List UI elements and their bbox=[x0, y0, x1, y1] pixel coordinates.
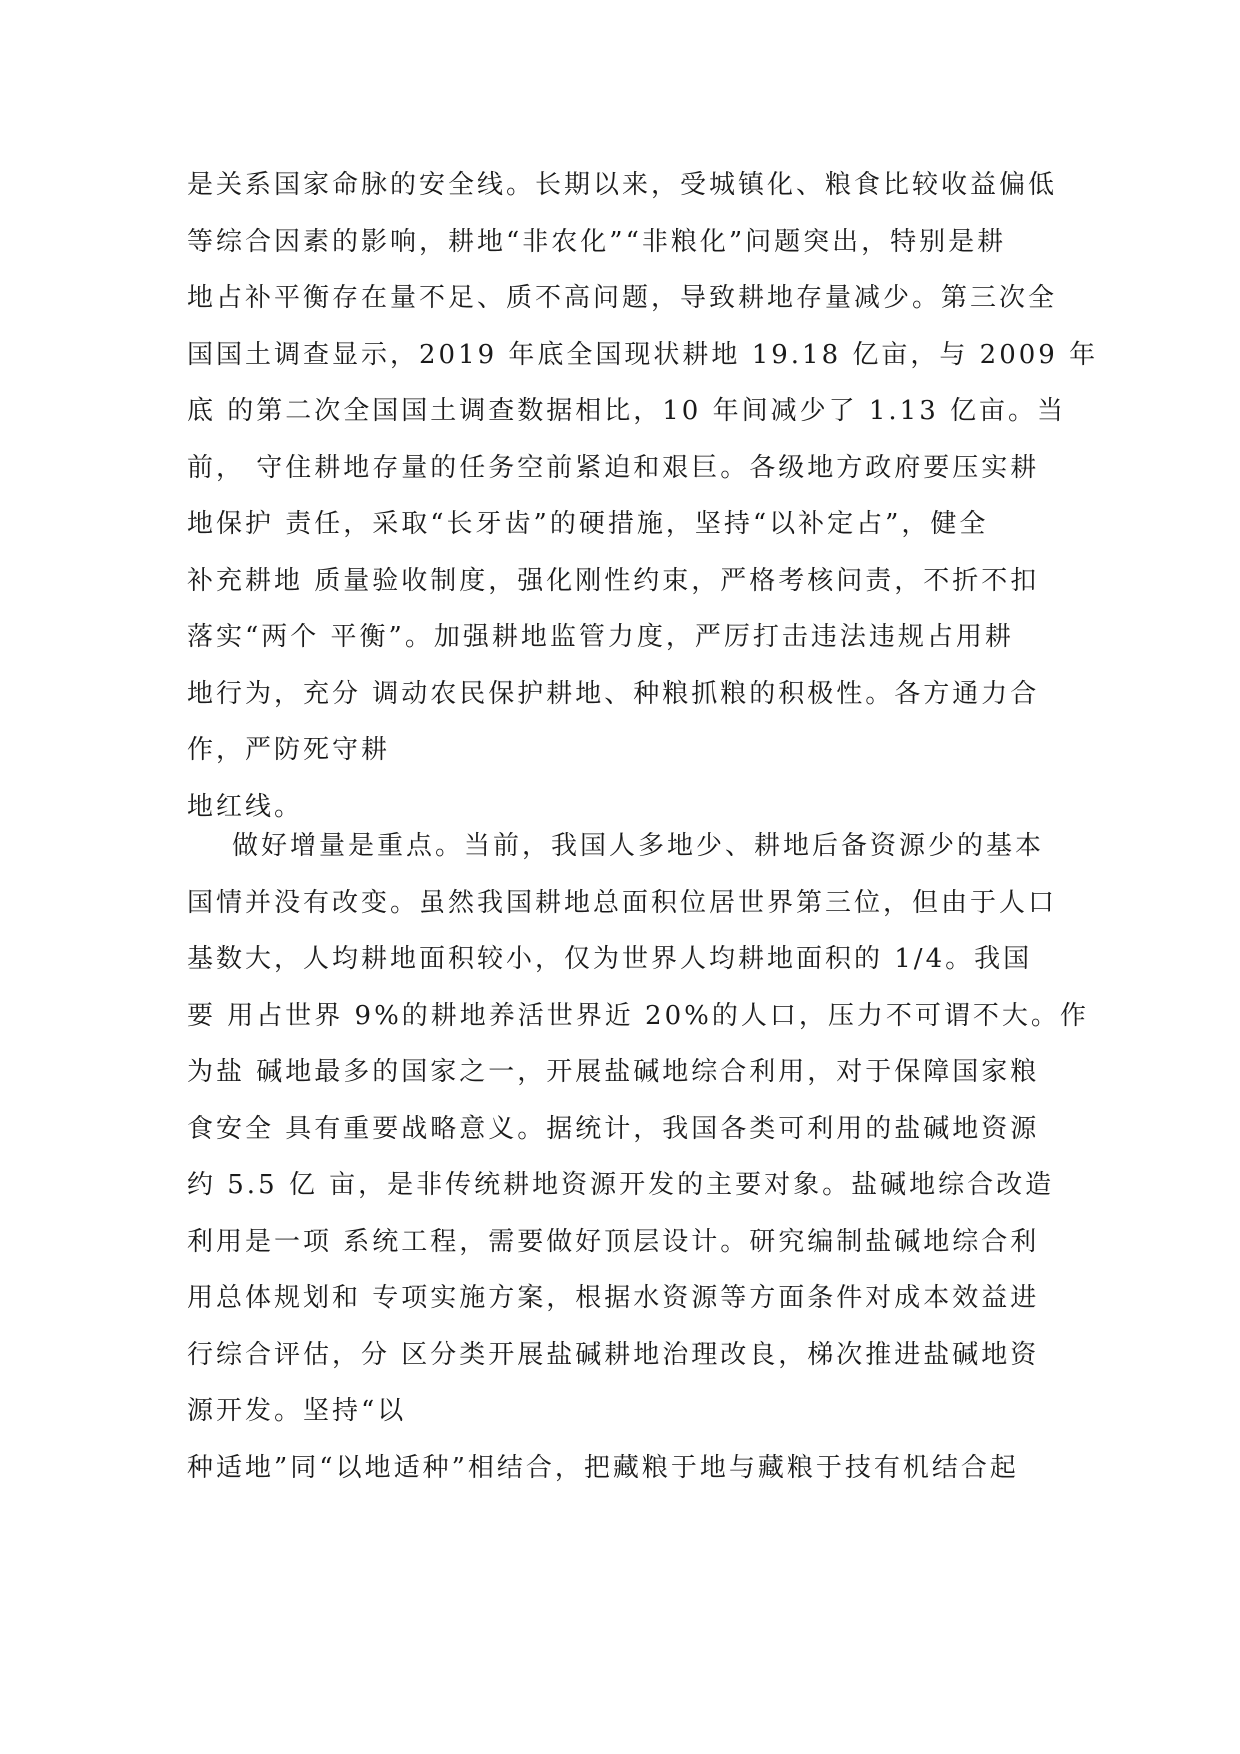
text-line: 作，严防死守耕 bbox=[187, 735, 391, 765]
text-line: 基数大，人均耕地面积较小，仅为世界人均耕地面积的 1/4。我国 bbox=[187, 944, 1033, 974]
text-line: 地占补平衡存在量不足、质不高问题，导致耕地存量减少。第三次全 bbox=[187, 283, 1058, 313]
text-line: 前， 守住耕地存量的任务空前紧迫和艰巨。各级地方政府要压实耕 bbox=[187, 452, 1040, 483]
text-line: 地红线。 bbox=[187, 791, 304, 822]
text-line: 约 5.5 亿 亩，是非传统耕地资源开发的主要对象。盐碱地综合改造 bbox=[187, 1170, 1055, 1200]
text-line: 是关系国家命脉的安全线。长期以来，受城镇化、粮食比较收益偏低 bbox=[187, 170, 1058, 200]
text-line: 要 用占世界 9%的耕地养活世界近 20%的人口，压力不可谓不大。作 bbox=[187, 1000, 1089, 1031]
text-line: 种适地”同“以地适种”相结合，把藏粮于地与藏粮于技有机结合起 bbox=[187, 1452, 1019, 1483]
text-line: 利用是一项 系统工程，需要做好顶层设计。研究编制盐碱地综合利 bbox=[187, 1226, 1040, 1257]
text-line: 行综合评估，分 区分类开展盐碱耕地治理改良，梯次推进盐碱地资 bbox=[187, 1339, 1040, 1370]
paragraph-farmland-stock bbox=[187, 157, 1099, 835]
text-line: 用总体规划和 专项实施方案，根据水资源等方面条件对成本效益进 bbox=[187, 1283, 1040, 1313]
text-line: 食安全 具有重要战略意义。据统计，我国各类可利用的盐碱地资源 bbox=[187, 1113, 1040, 1144]
text-line: 国情并没有改变。虽然我国耕地总面积位居世界第三位，但由于人口 bbox=[187, 887, 1058, 918]
text-line: 补充耕地 质量验收制度，强化刚性约束，严格考核问责，不折不扣 bbox=[187, 565, 1040, 596]
text-line: 地保护 责任，采取“长牙齿”的硬措施，坚持“以补定占”，健全 bbox=[187, 509, 989, 539]
text-line: 做好增量是重点。当前，我国人多地少、耕地后备资源少的基本 bbox=[187, 831, 1045, 861]
paragraph-farmland-increment bbox=[187, 818, 1089, 1496]
text-line: 底 的第二次全国国土调查数据相比，10 年间减少了 1.13 亿亩。当 bbox=[187, 396, 1067, 426]
text-line: 为盐 碱地最多的国家之一，开展盐碱地综合利用，对于保障国家粮 bbox=[187, 1057, 1040, 1087]
text-line: 国国土调查显示，2019 年底全国现状耕地 19.18 亿亩，与 2009 年 bbox=[187, 339, 1099, 370]
text-line: 地行为，充分 调动农民保护耕地、种粮抓粮的积极性。各方通力合 bbox=[187, 678, 1040, 709]
text-line: 落实“两个 平衡”。加强耕地监管力度，严厉打击违法违规占用耕 bbox=[187, 622, 1014, 652]
text-line: 等综合因素的影响，耕地“非农化”“非粮化”问题突出，特别是耕 bbox=[187, 226, 1007, 257]
text-line: 源开发。坚持“以 bbox=[187, 1396, 407, 1426]
